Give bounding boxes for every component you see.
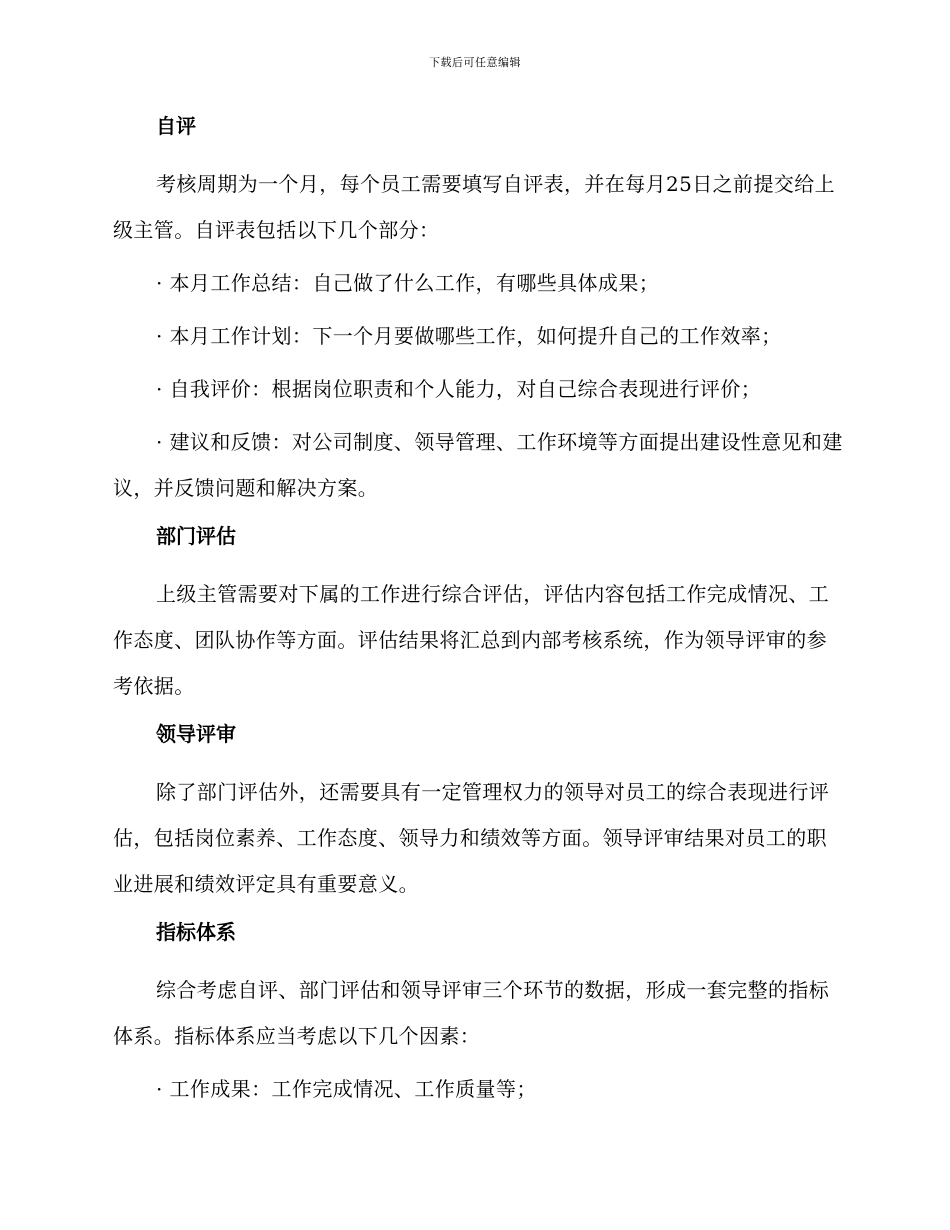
section-indicator-system (113, 914, 843, 1112)
section-department-evaluation (113, 518, 843, 709)
section-self-evaluation (113, 108, 843, 511)
section-heading: 自评 (156, 114, 196, 138)
section-heading: 领导评审 (156, 722, 236, 746)
section-heading: 指标体系 (156, 920, 236, 944)
bullet-item: · 工作成果：工作完成情况、工作质量等； (156, 1077, 537, 1101)
paragraph: 除了部门评估外，还需要具有一定管理权力的领导对员工的综合表现进行评估，包括岗位素养、工作态度、领导力和绩效等方面。领导评审结果对员工的职业进展和绩效评定具有重要意义。 (113, 780, 830, 896)
section-heading: 部门评估 (156, 524, 236, 548)
bullet-item: · 本月工作总结：自己做了什么工作，有哪些具体成果； (156, 271, 660, 295)
document-body (113, 108, 843, 1119)
paragraph: 考核周期为一个月，每个员工需要填写自评表，并在每月25日之前提交给上级主管。自评表包括以下几个部分： (113, 172, 836, 242)
paragraph: 上级主管需要对下属的工作进行综合评估，评估内容包括工作完成情况、工作态度、团队协作等方面。评估结果将汇总到内部考核系统，作为领导评审的参考依据。 (113, 582, 830, 698)
bullet-item: · 自我评价：根据岗位职责和个人能力，对自己综合表现进行评价； (156, 377, 762, 401)
header-note: 下载后可任意编辑 (429, 56, 521, 69)
paragraph: 综合考虑自评、部门评估和领导评审三个环节的数据，形成一套完整的指标体系。指标体系应当考虑以下几个因素： (113, 978, 830, 1048)
bullet-item: · 本月工作计划：下一个月要做哪些工作，如何提升自己的工作效率； (156, 324, 782, 348)
section-leadership-review (113, 716, 843, 907)
bullet-item: · 建议和反馈：对公司制度、领导管理、工作环境等方面提出建设性意见和建议，并反馈问题和解决方案。 (113, 430, 843, 500)
